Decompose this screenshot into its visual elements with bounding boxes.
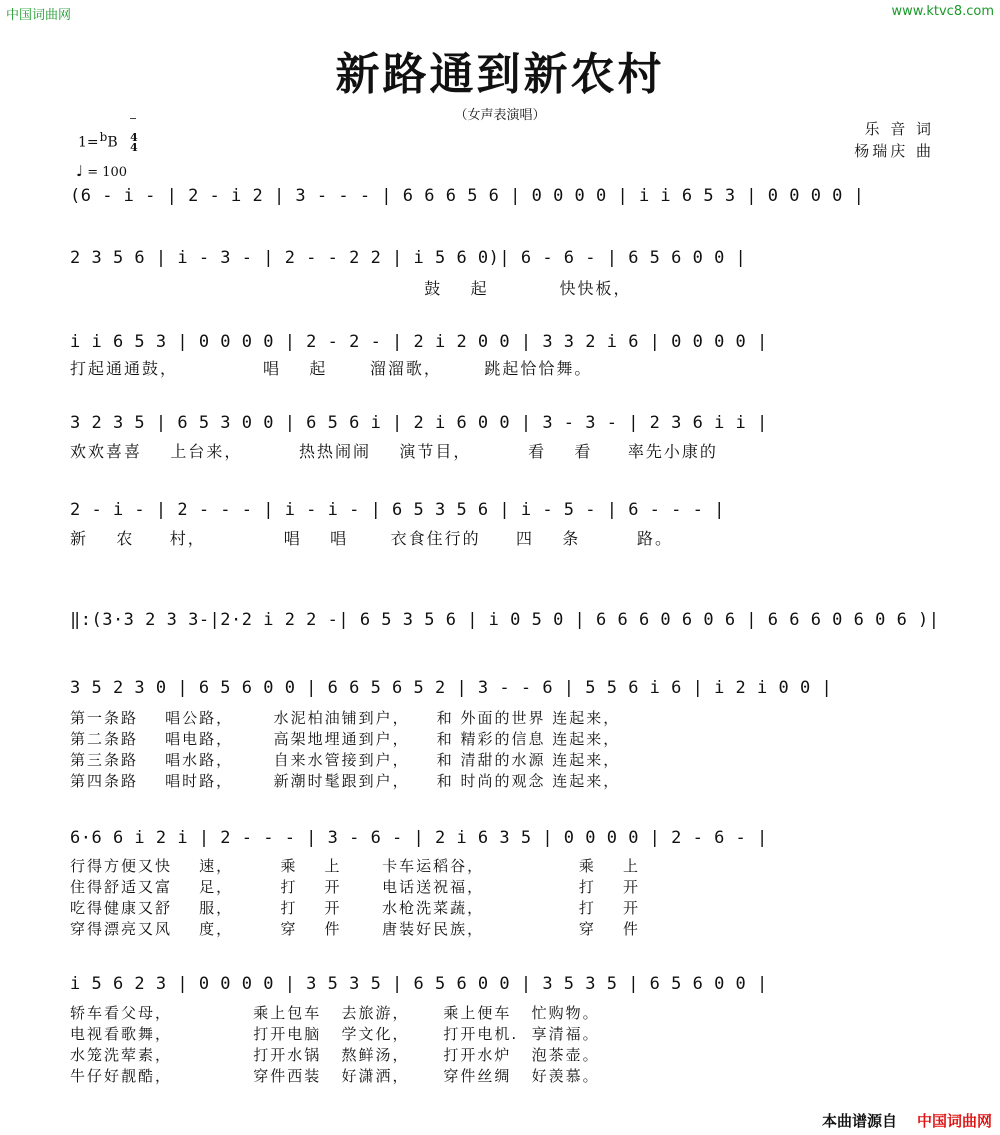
tempo-marking bbox=[76, 162, 127, 180]
chorus-3-verse-4: 牛仔好靓酷， 穿件西装 好潇洒， 穿件丝绸 好羡慕。 bbox=[70, 1067, 600, 1085]
music-line-1: (6 - i - | 2 - i 2 | 3 - - - | 6 6 6 5 6 | 0 0 0 0 | i i 6 5 3 | 0 0 0 0 | bbox=[70, 186, 865, 206]
quarter-note-icon: ♩ bbox=[76, 162, 84, 180]
song-title: 新路通到新农村 bbox=[335, 49, 665, 100]
chorus-1-verse-4: 第四条路 唱时路， 新潮时髦跟到户， 和 时尚的观念 连起来， bbox=[70, 772, 621, 790]
flat-symbol: b bbox=[99, 130, 108, 144]
chorus-1-verse-1: 第一条路 唱公路， 水泥柏油铺到户， 和 外面的世界 连起来， bbox=[70, 709, 621, 727]
source-footer bbox=[822, 1110, 992, 1131]
composer-credit: 杨瑞庆 曲 bbox=[854, 142, 934, 160]
music-line-6: ‖:(3·3 2 3 3-|2·2 i 2 2 -| 6 5 3 5 6 | i 0 5 0 | 6 6 6 0 6 0 6 | 6 6 6 0 6 0 6 )| bbox=[70, 610, 940, 630]
lyrics-line-1: 鼓 起 快快板， bbox=[70, 279, 632, 298]
time-signature-top: 4 bbox=[130, 130, 138, 144]
watermark-left: 中国词曲网 bbox=[6, 8, 72, 23]
lyrics-line-3: 欢欢喜喜 上台来， 热热闹闹 演节目， 看 看 率先小康的 bbox=[70, 442, 718, 461]
lyrics-line-4: 新 农 村， 唱 唱 衣食住行的 四 条 路。 bbox=[70, 529, 674, 548]
chorus-3-verse-2: 电视看歌舞， 打开电脑 学文化， 打开电机. 享清福。 bbox=[70, 1025, 600, 1043]
watermark-right: www.ktvc8.com bbox=[891, 4, 994, 19]
music-line-8: 6·6 6 i 2 i | 2 - - - | 3 - 6 - | 2 i 6 3 5 | 0 0 0 0 | 2 - 6 - | bbox=[70, 828, 768, 848]
tempo-value: = 100 bbox=[87, 165, 128, 180]
music-line-7: 3 5 2 3 0 | 6 5 6 0 0 | 6 6 5 6 5 2 | 3 - - 6 | 5 5 6 i 6 | i 2 i 0 0 | bbox=[70, 678, 833, 698]
music-line-5: 2 - i - | 2 - - - | i - i - | 6 5 3 5 6 | i - 5 - | 6 - - - | bbox=[70, 500, 725, 520]
chorus-2-verse-4: 穿得漂亮又风 度， 穿 件 唐装好民族， 穿 件 bbox=[70, 920, 640, 938]
divider bbox=[130, 118, 136, 119]
music-line-2: 2 3 5 6 | i - 3 - | 2 - - 2 2 | i 5 6 0)| 6 - 6 - | 6 5 6 0 0 | bbox=[70, 248, 747, 268]
source-label: 本曲谱源自 bbox=[821, 1112, 897, 1130]
chorus-1-verse-3: 第三条路 唱水路， 自来水管接到户， 和 清甜的水源 连起来， bbox=[70, 751, 621, 769]
chorus-3-verse-1: 轿车看父母， 乘上包车 去旅游， 乘上便车 忙购物。 bbox=[70, 1004, 600, 1022]
key-signature bbox=[78, 130, 138, 153]
music-line-9: i 5 6 2 3 | 0 0 0 0 | 3 5 3 5 | 6 5 6 0 0 | 3 5 3 5 | 6 5 6 0 0 | bbox=[70, 974, 768, 994]
lyrics-line-2: 打起通通鼓， 唱 起 溜溜歌， 跳起恰恰舞。 bbox=[70, 359, 593, 378]
key-prefix: 1= bbox=[78, 134, 99, 151]
music-line-3: i i 6 5 3 | 0 0 0 0 | 2 - 2 - | 2 i 2 0 0 | 3 3 2 i 6 | 0 0 0 0 | bbox=[70, 332, 768, 352]
key-note: B bbox=[107, 134, 118, 151]
chorus-1-verse-2: 第二条路 唱电路， 高架地埋通到户， 和 精彩的信息 连起来， bbox=[70, 730, 621, 748]
chorus-2-verse-3: 吃得健康又舒 服， 打 开 水枪洗菜蔬， 打 开 bbox=[70, 899, 640, 917]
music-line-4: 3 2 3 5 | 6 5 3 0 0 | 6 5 6 i | 2 i 6 0 0 | 3 - 3 - | 2 3 6 i i | bbox=[70, 413, 768, 433]
lyricist-credit: 乐 音 词 bbox=[864, 120, 934, 138]
source-site: 中国词曲网 bbox=[916, 1112, 992, 1130]
chorus-2-verse-1: 行得方便又快 速， 乘 上 卡车运稻谷， 乘 上 bbox=[70, 857, 640, 875]
time-signature-bottom: 4 bbox=[130, 140, 138, 154]
time-signature bbox=[130, 130, 138, 154]
chorus-3-verse-3: 水笼洗荤素， 打开水锅 熬鲜汤， 打开水炉 泡茶壶。 bbox=[70, 1046, 600, 1064]
song-subtitle: （女声表演唱） bbox=[454, 108, 546, 123]
chorus-2-verse-2: 住得舒适又富 足， 打 开 电话送祝福， 打 开 bbox=[70, 878, 640, 896]
